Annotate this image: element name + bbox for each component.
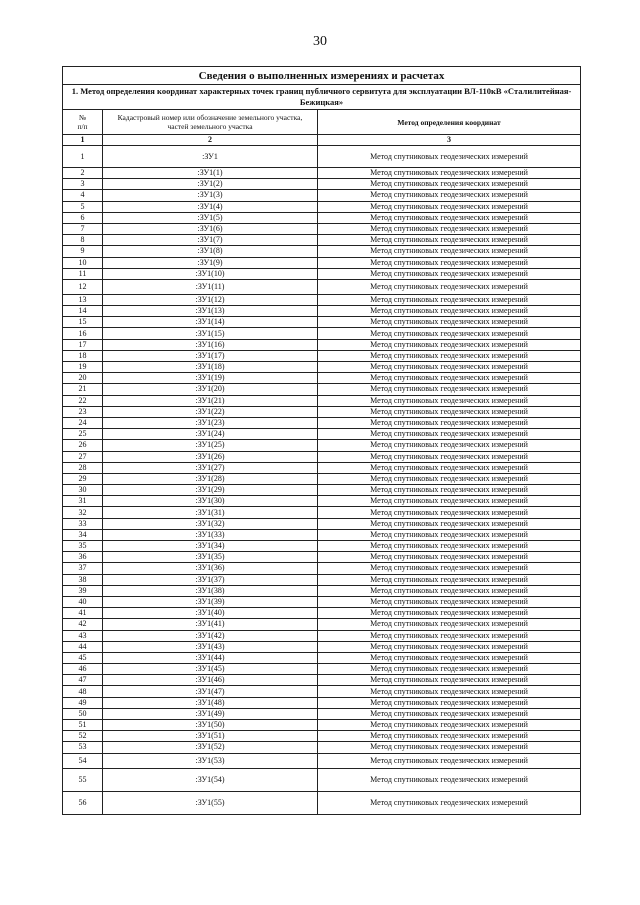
method-value: Метод спутниковых геодезических измерений: [318, 596, 581, 607]
cadastral-id: :ЗУ1(55): [103, 791, 318, 814]
table-row: [63, 201, 581, 212]
method-value: Метод спутниковых геодезических измерений: [318, 630, 581, 641]
table-row: [63, 652, 581, 663]
cadastral-id: :ЗУ1(44): [103, 652, 318, 663]
cadastral-id: :ЗУ1(4): [103, 201, 318, 212]
cadastral-id: :ЗУ1(16): [103, 339, 318, 350]
table-row: [63, 395, 581, 406]
table-row: [63, 406, 581, 417]
row-number: 43: [63, 630, 103, 641]
cadastral-id: :ЗУ1(11): [103, 279, 318, 294]
table-row: [63, 529, 581, 540]
cadastral-id: :ЗУ1(43): [103, 641, 318, 652]
cadastral-id: :ЗУ1(30): [103, 496, 318, 507]
method-value: Метод спутниковых геодезических измерений: [318, 328, 581, 339]
method-value: Метод спутниковых геодезических измерений: [318, 246, 581, 257]
method-value: Метод спутниковых геодезических измерений: [318, 190, 581, 201]
cadastral-id: :ЗУ1(52): [103, 742, 318, 753]
cadastral-id: :ЗУ1(20): [103, 384, 318, 395]
row-number: 48: [63, 686, 103, 697]
cadastral-id: :ЗУ1(21): [103, 395, 318, 406]
row-number: 52: [63, 731, 103, 742]
table-row: [63, 317, 581, 328]
header-cadastral: Кадастровый номер или обозначение земельного участка, частей земельного участка: [103, 110, 318, 135]
table-row: [63, 257, 581, 268]
row-number: 45: [63, 652, 103, 663]
row-number: 6: [63, 212, 103, 223]
row-number: 30: [63, 485, 103, 496]
table-row: [63, 279, 581, 294]
row-number: 26: [63, 440, 103, 451]
table-title-row: [63, 67, 581, 85]
table-row: [63, 708, 581, 719]
method-value: Метод спутниковых геодезических измерений: [318, 563, 581, 574]
cadastral-id: :ЗУ1(10): [103, 268, 318, 279]
cadastral-id: :ЗУ1(15): [103, 328, 318, 339]
method-value: Метод спутниковых геодезических измерений: [318, 518, 581, 529]
cadastral-id: :ЗУ1(39): [103, 596, 318, 607]
table-row: [63, 223, 581, 234]
row-number: 37: [63, 563, 103, 574]
table-row: [63, 294, 581, 305]
cadastral-id: :ЗУ1(3): [103, 190, 318, 201]
method-value: Метод спутниковых геодезических измерений: [318, 350, 581, 361]
row-number: 2: [63, 168, 103, 179]
table-row: [63, 574, 581, 585]
table-row: [63, 641, 581, 652]
row-number: 18: [63, 350, 103, 361]
table-row: [63, 373, 581, 384]
row-number: 55: [63, 768, 103, 791]
cadastral-id: :ЗУ1(40): [103, 608, 318, 619]
table-row: [63, 339, 581, 350]
row-number: 33: [63, 518, 103, 529]
method-value: Метод спутниковых геодезических измерений: [318, 675, 581, 686]
method-value: Метод спутниковых геодезических измерений: [318, 212, 581, 223]
table-row: [63, 619, 581, 630]
row-number: 56: [63, 791, 103, 814]
row-number: 50: [63, 708, 103, 719]
cadastral-id: :ЗУ1(45): [103, 664, 318, 675]
row-number: 24: [63, 417, 103, 428]
table-row: [63, 179, 581, 190]
cadastral-id: :ЗУ1(36): [103, 563, 318, 574]
cadastral-id: :ЗУ1(32): [103, 518, 318, 529]
method-value: Метод спутниковых геодезических измерений: [318, 317, 581, 328]
table-row: [63, 462, 581, 473]
row-number: 44: [63, 641, 103, 652]
row-number: 34: [63, 529, 103, 540]
table-row: [63, 507, 581, 518]
cadastral-id: :ЗУ1(28): [103, 473, 318, 484]
column-header-row: [63, 110, 581, 135]
row-number: 3: [63, 179, 103, 190]
row-number: 12: [63, 279, 103, 294]
cadastral-id: :ЗУ1(49): [103, 708, 318, 719]
method-value: Метод спутниковых геодезических измерений: [318, 462, 581, 473]
method-heading-row: [63, 85, 581, 110]
row-number: 14: [63, 306, 103, 317]
table-row: [63, 791, 581, 814]
method-value: Метод спутниковых геодезических измерений: [318, 791, 581, 814]
method-value: Метод спутниковых геодезических измерений: [318, 753, 581, 768]
table-row: [63, 552, 581, 563]
method-value: Метод спутниковых геодезических измерений: [318, 641, 581, 652]
row-number: 23: [63, 406, 103, 417]
page-number: 30: [313, 34, 327, 49]
method-value: Метод спутниковых геодезических измерений: [318, 552, 581, 563]
table-row: [63, 675, 581, 686]
row-number: 22: [63, 395, 103, 406]
row-number: 1: [63, 146, 103, 168]
table-row: [63, 328, 581, 339]
method-value: Метод спутниковых геодезических измерений: [318, 686, 581, 697]
method-value: Метод спутниковых геодезических измерений: [318, 417, 581, 428]
row-number: 7: [63, 223, 103, 234]
method-value: Метод спутниковых геодезических измерений: [318, 473, 581, 484]
row-number: 27: [63, 451, 103, 462]
method-value: Метод спутниковых геодезических измерений: [318, 697, 581, 708]
method-value: Метод спутниковых геодезических измерений: [318, 429, 581, 440]
cadastral-id: :ЗУ1(53): [103, 753, 318, 768]
method-value: Метод спутниковых геодезических измерений: [318, 201, 581, 212]
table-row: [63, 720, 581, 731]
method-value: Метод спутниковых геодезических измерений: [318, 406, 581, 417]
table-row: [63, 473, 581, 484]
table-row: [63, 541, 581, 552]
row-number: 54: [63, 753, 103, 768]
method-value: Метод спутниковых геодезических измерений: [318, 339, 581, 350]
row-number: 53: [63, 742, 103, 753]
method-value: Метод спутниковых геодезических измерений: [318, 541, 581, 552]
row-number: 35: [63, 541, 103, 552]
table-title: Сведения о выполненных измерениях и расчетах: [63, 67, 581, 85]
table-row: [63, 362, 581, 373]
table-row: [63, 246, 581, 257]
method-heading: 1. Метод определения координат характерных точек границ публичного сервитута для эксплуатации ВЛ-110кВ «Сталилитейная- Бежицкая»: [63, 85, 581, 110]
table-row: [63, 350, 581, 361]
row-number: 20: [63, 373, 103, 384]
row-number: 17: [63, 339, 103, 350]
row-number: 39: [63, 585, 103, 596]
table-row: [63, 268, 581, 279]
cadastral-id: :ЗУ1(54): [103, 768, 318, 791]
row-number: 32: [63, 507, 103, 518]
method-value: Метод спутниковых геодезических измерений: [318, 362, 581, 373]
row-number: 9: [63, 246, 103, 257]
table-row: [63, 697, 581, 708]
cadastral-id: :ЗУ1(38): [103, 585, 318, 596]
table-row: [63, 429, 581, 440]
row-number: 19: [63, 362, 103, 373]
column-number: 3: [318, 135, 581, 146]
method-value: Метод спутниковых геодезических измерений: [318, 223, 581, 234]
table-row: [63, 485, 581, 496]
row-number: 13: [63, 294, 103, 305]
method-value: Метод спутниковых геодезических измерений: [318, 440, 581, 451]
header-method: Метод определения координат: [318, 110, 581, 135]
table-row: [63, 518, 581, 529]
table-row: [63, 664, 581, 675]
method-value: Метод спутниковых геодезических измерений: [318, 496, 581, 507]
method-value: Метод спутниковых геодезических измерений: [318, 373, 581, 384]
method-value: Метод спутниковых геодезических измерений: [318, 574, 581, 585]
method-value: Метод спутниковых геодезических измерений: [318, 731, 581, 742]
measurements-table: [62, 66, 581, 815]
method-value: Метод спутниковых геодезических измерений: [318, 768, 581, 791]
column-number: 1: [63, 135, 103, 146]
table-row: [63, 440, 581, 451]
row-number: 41: [63, 608, 103, 619]
table-row: [63, 168, 581, 179]
cadastral-id: :ЗУ1(41): [103, 619, 318, 630]
column-number-row: [63, 135, 581, 146]
table-row: [63, 496, 581, 507]
method-value: Метод спутниковых геодезических измерений: [318, 708, 581, 719]
table-row: [63, 190, 581, 201]
row-number: 10: [63, 257, 103, 268]
cadastral-id: :ЗУ1(8): [103, 246, 318, 257]
method-value: Метод спутниковых геодезических измерений: [318, 179, 581, 190]
table-row: [63, 146, 581, 168]
method-value: Метод спутниковых геодезических измерений: [318, 257, 581, 268]
method-value: Метод спутниковых геодезических измерений: [318, 585, 581, 596]
cadastral-id: :ЗУ1(25): [103, 440, 318, 451]
table-row: [63, 451, 581, 462]
row-number: 38: [63, 574, 103, 585]
method-value: Метод спутниковых геодезических измерений: [318, 485, 581, 496]
method-value: Метод спутниковых геодезических измерений: [318, 279, 581, 294]
method-value: Метод спутниковых геодезических измерений: [318, 451, 581, 462]
table-row: [63, 384, 581, 395]
method-value: Метод спутниковых геодезических измерений: [318, 720, 581, 731]
cadastral-id: :ЗУ1(2): [103, 179, 318, 190]
cadastral-id: :ЗУ1(42): [103, 630, 318, 641]
method-value: Метод спутниковых геодезических измерений: [318, 268, 581, 279]
table-row: [63, 630, 581, 641]
row-number: 29: [63, 473, 103, 484]
method-value: Метод спутниковых геодезических измерений: [318, 652, 581, 663]
cadastral-id: :ЗУ1(47): [103, 686, 318, 697]
method-value: Метод спутниковых геодезических измерений: [318, 507, 581, 518]
table-row: [63, 753, 581, 768]
method-value: Метод спутниковых геодезических измерений: [318, 384, 581, 395]
row-number: 28: [63, 462, 103, 473]
table-row: [63, 417, 581, 428]
table-row: [63, 585, 581, 596]
table-row: [63, 608, 581, 619]
table-row: [63, 686, 581, 697]
method-value: Метод спутниковых геодезических измерений: [318, 664, 581, 675]
method-value: Метод спутниковых геодезических измерений: [318, 619, 581, 630]
method-value: Метод спутниковых геодезических измерений: [318, 306, 581, 317]
method-value: Метод спутниковых геодезических измерений: [318, 608, 581, 619]
method-value: Метод спутниковых геодезических измерений: [318, 168, 581, 179]
cadastral-id: :ЗУ1(48): [103, 697, 318, 708]
cadastral-id: :ЗУ1(37): [103, 574, 318, 585]
row-number: 5: [63, 201, 103, 212]
method-value: Метод спутниковых геодезических измерений: [318, 294, 581, 305]
cadastral-id: :ЗУ1(7): [103, 235, 318, 246]
row-number: 40: [63, 596, 103, 607]
method-value: Метод спутниковых геодезических измерений: [318, 742, 581, 753]
cadastral-id: :ЗУ1(9): [103, 257, 318, 268]
cadastral-id: :ЗУ1(35): [103, 552, 318, 563]
row-number: 36: [63, 552, 103, 563]
row-number: 31: [63, 496, 103, 507]
cadastral-id: :ЗУ1: [103, 146, 318, 168]
cadastral-id: :ЗУ1(31): [103, 507, 318, 518]
table-row: [63, 212, 581, 223]
cadastral-id: :ЗУ1(24): [103, 429, 318, 440]
row-number: 46: [63, 664, 103, 675]
cadastral-id: :ЗУ1(27): [103, 462, 318, 473]
row-number: 51: [63, 720, 103, 731]
method-value: Метод спутниковых геодезических измерений: [318, 235, 581, 246]
cadastral-id: :ЗУ1(33): [103, 529, 318, 540]
cadastral-id: :ЗУ1(1): [103, 168, 318, 179]
cadastral-id: :ЗУ1(19): [103, 373, 318, 384]
row-number: 47: [63, 675, 103, 686]
method-value: Метод спутниковых геодезических измерений: [318, 395, 581, 406]
cadastral-id: :ЗУ1(46): [103, 675, 318, 686]
cadastral-id: :ЗУ1(6): [103, 223, 318, 234]
cadastral-id: :ЗУ1(29): [103, 485, 318, 496]
cadastral-id: :ЗУ1(5): [103, 212, 318, 223]
row-number: 25: [63, 429, 103, 440]
row-number: 11: [63, 268, 103, 279]
table-row: [63, 596, 581, 607]
cadastral-id: :ЗУ1(22): [103, 406, 318, 417]
table-row: [63, 235, 581, 246]
cadastral-id: :ЗУ1(17): [103, 350, 318, 361]
table-row: [63, 768, 581, 791]
cadastral-id: :ЗУ1(13): [103, 306, 318, 317]
header-no: № п/п: [63, 110, 103, 135]
cadastral-id: :ЗУ1(14): [103, 317, 318, 328]
row-number: 49: [63, 697, 103, 708]
cadastral-id: :ЗУ1(51): [103, 731, 318, 742]
table-row: [63, 563, 581, 574]
cadastral-id: :ЗУ1(26): [103, 451, 318, 462]
cadastral-id: :ЗУ1(34): [103, 541, 318, 552]
cadastral-id: :ЗУ1(23): [103, 417, 318, 428]
cadastral-id: :ЗУ1(50): [103, 720, 318, 731]
row-number: 4: [63, 190, 103, 201]
cadastral-id: :ЗУ1(18): [103, 362, 318, 373]
row-number: 42: [63, 619, 103, 630]
row-number: 8: [63, 235, 103, 246]
column-number: 2: [103, 135, 318, 146]
table-row: [63, 742, 581, 753]
row-number: 16: [63, 328, 103, 339]
method-value: Метод спутниковых геодезических измерений: [318, 529, 581, 540]
cadastral-id: :ЗУ1(12): [103, 294, 318, 305]
table-row: [63, 731, 581, 742]
row-number: 15: [63, 317, 103, 328]
table-row: [63, 306, 581, 317]
method-value: Метод спутниковых геодезических измерений: [318, 146, 581, 168]
row-number: 21: [63, 384, 103, 395]
